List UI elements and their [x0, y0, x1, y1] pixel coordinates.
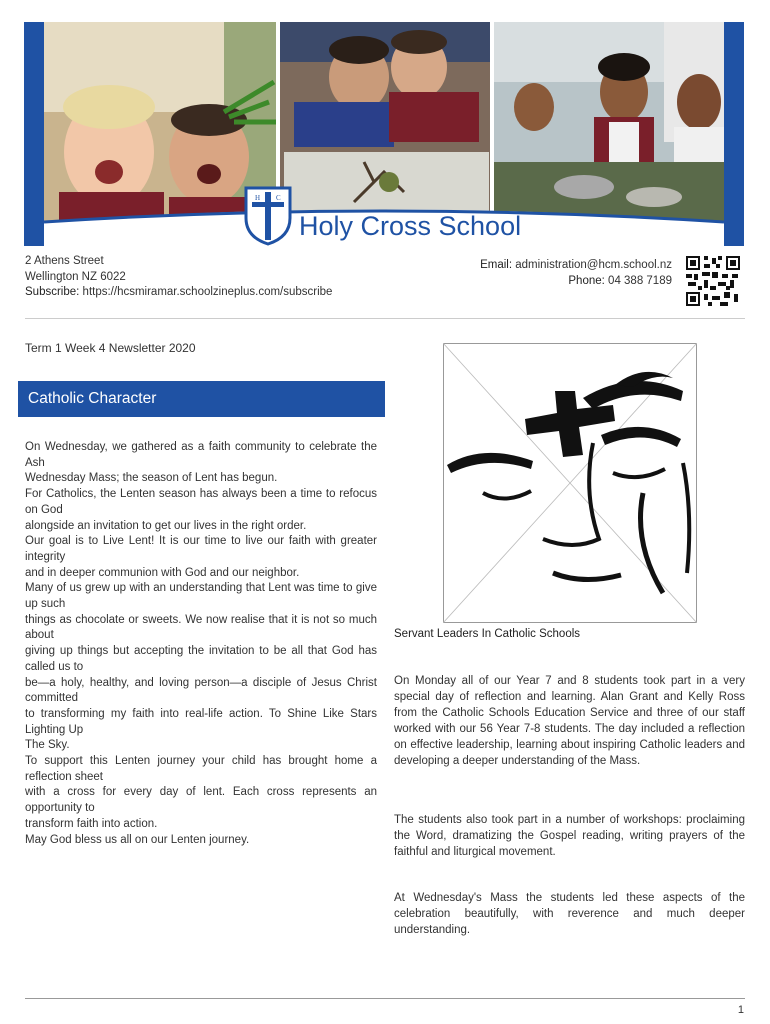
- school-name: Holy Cross School: [299, 211, 522, 241]
- body-line: and in deeper communion with God and our neighbor.: [25, 566, 300, 579]
- page-number: 1: [737, 1004, 744, 1016]
- body-line: alongside an invitation to get our lives in the right order.: [25, 519, 307, 532]
- phone-line: [420, 274, 672, 290]
- photo-girls-cooking: [494, 22, 724, 222]
- phone-label: Phone:: [568, 274, 605, 287]
- address-line-2: Wellington NZ 6022: [25, 270, 126, 283]
- servant-leaders-paragraph-3: At Wednesday's Mass the students led these aspects of the celebration beautifully, with reverence and much deeper understanding.: [394, 892, 745, 936]
- body-line: be—a holy, healthy, and loving person—a disciple of Jesus Christ committed: [25, 676, 377, 705]
- body-line: May God bless us all on our Lenten journey.: [25, 833, 250, 846]
- subscribe-link[interactable]: https://hcsmiramar.schoolzineplus.com/subscribe: [82, 286, 333, 298]
- phone-number[interactable]: 04 388 7189: [608, 274, 672, 287]
- body-line: Many of us grew up with an understanding that Lent was time to give up such: [25, 582, 377, 611]
- body-line: For Catholics, the Lenten season has always been a time to refocus on God: [25, 488, 377, 516]
- body-line: transform faith into action.: [25, 817, 158, 830]
- subscribe-line: [25, 285, 425, 301]
- svg-text:H: H: [255, 194, 261, 202]
- header-divider: [25, 318, 745, 319]
- address-block: [25, 254, 425, 301]
- svg-text:C: C: [276, 194, 281, 202]
- section-heading: Catholic Character: [28, 390, 157, 407]
- servant-leaders-paragraph-1: On Monday all of our Year 7 and 8 students took part in a very special day of reflection and learning. Alan Grant and Kelly Ross from the Catholic Schools Education Service and three of our staff worked with our 56 Year 7-8 students. The day included a reflection on effective leadership, learning about inspiring Catholic leaders and developing a deeper understanding of the Mass.: [394, 675, 745, 767]
- email-link[interactable]: administration@hcm.school.nz: [515, 259, 672, 271]
- body-line: with a cross for every day of lent. Each cross represents an opportunity to: [25, 786, 377, 815]
- email-label: Email:: [480, 259, 513, 271]
- body-line: Wednesday Mass; the season of Lent has begun.: [25, 472, 278, 485]
- email-line: [420, 258, 672, 274]
- header-banner: [24, 22, 744, 246]
- ash-cross-face-illustration: [443, 343, 697, 623]
- body-line: things as chocolate or sweets. We now realise that it is not so much about: [25, 613, 377, 642]
- body-line: The Sky.: [25, 739, 70, 752]
- section-header-catholic-character: [18, 381, 385, 417]
- footer-divider: [25, 998, 745, 999]
- photo-boys-with-plant: [280, 22, 490, 222]
- body-line: Our goal is to Live Lent! It is our time to live our faith with greater integrity: [25, 535, 377, 563]
- qr-code[interactable]: [686, 256, 740, 306]
- body-line: to transforming my faith into real-life action. To Shine Like Stars Lighting Up: [25, 707, 377, 736]
- catholic-character-body: [25, 440, 377, 848]
- contact-block: [420, 258, 672, 289]
- servant-leaders-paragraph-2: The students also took part in a number of workshops: proclaiming the Word, dramatizing the Gospel reading, writing prayers of the faithful and liturgical movement.: [394, 814, 745, 858]
- svg-text:S: S: [265, 232, 269, 240]
- body-line: On Wednesday, we gathered as a faith community to celebrate the Ash: [25, 441, 377, 469]
- photo-laughing-boys: [44, 22, 276, 222]
- newsletter-term: Term 1 Week 4 Newsletter 2020: [25, 341, 196, 355]
- image-caption: Servant Leaders In Catholic Schools: [394, 628, 581, 640]
- body-line: To support this Lenten journey your child has brought home a reflection sheet: [25, 755, 377, 783]
- address-line-1: 2 Athens Street: [25, 255, 104, 267]
- subscribe-label: Subscribe:: [25, 286, 80, 298]
- school-crest-logo: [246, 188, 290, 244]
- body-line: giving up things but accepting the invitation to be all that God has called us to: [25, 645, 377, 673]
